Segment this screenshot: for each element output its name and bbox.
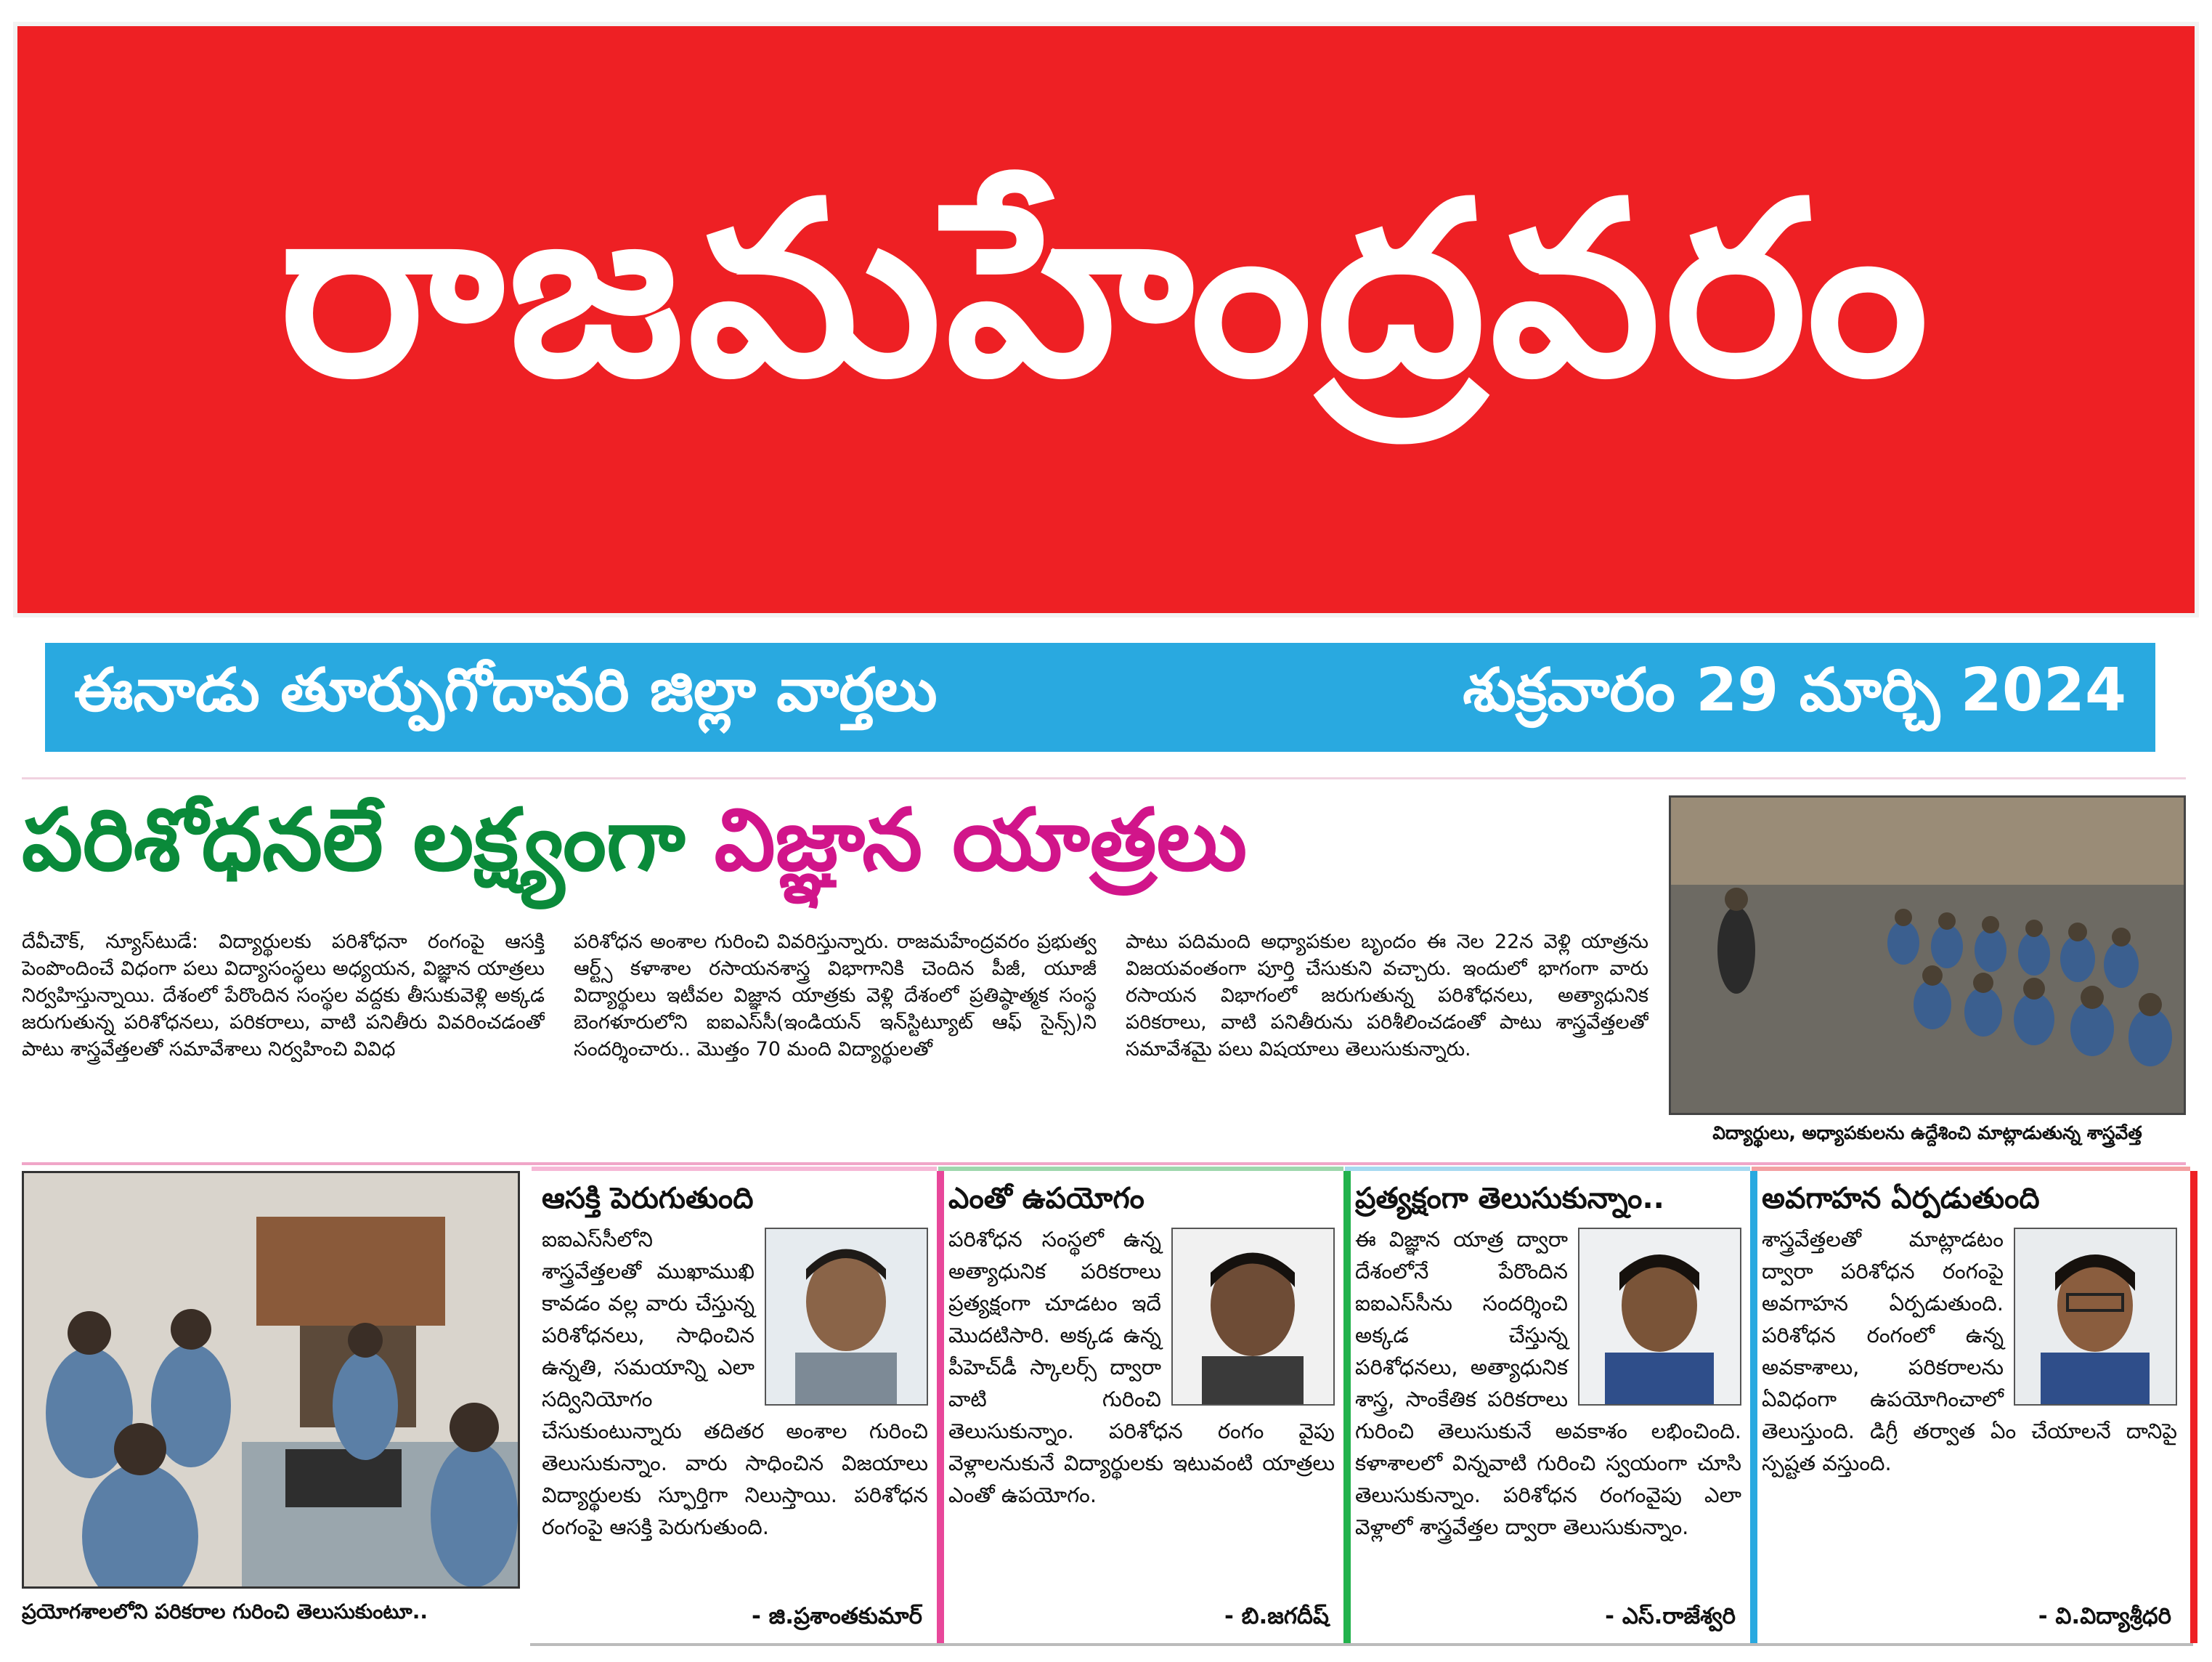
article-column-2: పరిశోధన అంశాల గురించి వివరిస్తున్నారు. రాజమహేంద్రవరం ప్రభుత్వ ఆర్ట్స్ కళాశాల రసాయనశాస్త్ర విభాగానికి చెందిన పీజీ, యూజీ విద్యార్థులు ఇటీవల విజ్ఞాన యాత్రకు వెళ్లి దేశంలో ప్రతిష్ఠాత్మక సంస్థ బెంగళూరులోని ఐఐఎస్‌సీ(ఇండియన్ ఇన్‌స్టిట్యూట్ ఆఫ్ సైన్స్)ని సందర్శించారు.. మొత్తం 70 మంది విద్యార్థులతో: [574, 931, 1097, 1061]
quote-title: అవగాహన ఏర్పడుతుంది: [1762, 1182, 2040, 1215]
quote-4-sidebar: [2190, 1171, 2197, 1643]
student-quote-1: [532, 1171, 938, 1643]
bottom-divider: [530, 1643, 2193, 1646]
masthead-title: రాజమహేంద్రవరం: [279, 150, 1933, 429]
headline-part-2: విజ్ఞాన యాత్రలు: [714, 789, 1248, 890]
edition-date: శుక్రవారం 29 మార్చి 2024: [1463, 655, 2126, 725]
quote-byline: - జి.ప్రశాంతకుమార్: [751, 1603, 922, 1629]
section-divider: [22, 1162, 2186, 1165]
student-quote-2: [938, 1171, 1345, 1643]
quote-byline: - ఎస్.రాజేశ్వరి: [1605, 1603, 1736, 1629]
quote-text: ఈ విజ్ఞాన యాత్ర ద్వారా దేశంలోనే పేరొందిన ఐఐఎస్‌సీను సందర్శించి అక్కడ చేస్తున్న పరిశోధనలు, అత్యాధునిక శాస్త్ర, సాంకేతిక పరికరాలు గురించి తెలుసుకునే అవకాశం లభించింది. కళాశాలలో విన్నవాటి గురించి స్వయంగా చూసి తెలుసుకున్నాం. పరిశోధన రంగంవైపు ఎలా వెళ్లాలో శాస్త్రవేత్తల ద్వారా తెలుసుకున్నాం.: [1355, 1227, 1741, 1539]
top-divider: [22, 777, 2186, 779]
student-portrait-4: [2014, 1228, 2177, 1406]
quote-title: ఆసక్తి పెరుగుతుంది: [542, 1182, 754, 1215]
student-quote-3: [1345, 1171, 1752, 1643]
lab-photo: [22, 1171, 520, 1589]
auditorium-photo-caption: విద్యార్థులు, అధ్యాపకులను ఉద్దేశించి మాట్లాడుతున్న శాస్త్రవేత్త: [1712, 1122, 2142, 1143]
article-column-1: దేవీచౌక్, న్యూస్‌టుడే: విద్యార్థులకు పరిశోధనా రంగంపై ఆసక్తి పెంపొందించే విధంగా పలు విద్యాసంస్థలు అధ్యయన, విజ్ఞాన యాత్రలు నిర్వహిస్తున్నాయి. దేశంలో పేరొందిన సంస్థల వద్దకు తీసుకువెళ్లి అక్కడ జరుగుతున్న పరిశోధనలు, పరికరాలు, వాటి పనితీరు వివరించడంతో పాటు శాస్త్రవేత్తలతో సమావేశాలు నిర్వహించి వివిధ: [22, 931, 545, 1061]
quote-byline: - వి.విద్యాశ్రీధరి: [2038, 1603, 2171, 1629]
subheader-bar: [45, 643, 2155, 752]
quote-title: ప్రత్యక్షంగా తెలుసుకున్నాం..: [1355, 1182, 1664, 1215]
quote-text: పరిశోధన సంస్థలో ఉన్న అత్యాధునిక పరికరాలు ప్రత్యక్షంగా చూడటం ఇదే మొదటిసారి. అక్కడ ఉన్న పీహెచ్‌డీ స్కాలర్స్ ద్వారా వాటి గురించి తెలుసుకున్నాం. పరిశోధన రంగం వైపు వెళ్లాలనుకునే విద్యార్థులకు ఇటువంటి యాత్రలు ఎంతో ఉపయోగం.: [948, 1227, 1335, 1507]
article-column-3: పాటు పదిమంది అధ్యాపకుల బృందం ఈ నెల 22న వెళ్లి యాత్రను విజయవంతంగా పూర్తి చేసుకుని వచ్చారు. ఇందులో భాగంగా వారు రసాయన విభాగంలో జరుగుతున్న పరిశోధనలు, అత్యాధునిక పరికరాలు, వాటి పనితీరును పరిశీలించడంతో పాటు శాస్త్రవేత్తలతో సమావేశమై పలు విషయాలు తెలుసుకున్నారు.: [1126, 931, 1648, 1061]
quote-title: ఎంతో ఉపయోగం: [948, 1182, 1144, 1215]
student-portrait-2: [1171, 1228, 1335, 1406]
edition-name: ఈనాడు తూర్పుగోదావరి జిల్లా వార్తలు: [74, 655, 938, 725]
headline-part-1: పరిశోధనలే లక్ష్యంగా: [22, 789, 686, 890]
article-headline: [22, 788, 1663, 912]
masthead: [13, 22, 2199, 617]
lab-photo-caption: ప్రయోగశాలలోని పరికరాల గురించి తెలుసుకుంటూ..: [22, 1600, 428, 1624]
quote-byline: - బి.జగదీష్: [1224, 1603, 1329, 1629]
auditorium-photo: [1669, 795, 2186, 1115]
student-portrait-1: [765, 1228, 928, 1406]
student-quote-4: [1752, 1171, 2187, 1643]
quote-text: శాస్త్రవేత్తలతో మాట్లాడటం ద్వారా పరిశోధన రంగంపై అవగాహన ఏర్పడుతుంది. పరిశోధన రంగంలో ఉన్న అవకాశాలు, పరికరాలను ఏవిధంగా ఉపయోగించాలో తెలుస్తుంది. డిగ్రీ తర్వాత ఏం చేయాలనే దానిపై స్పష్టత వస్తుంది.: [1762, 1227, 2177, 1475]
student-portrait-3: [1578, 1228, 1741, 1406]
quote-text: ఐఐఎస్‌సీలోని శాస్త్రవేత్తలతో ముఖాముఖి కావడం వల్ల వారు చేస్తున్న పరిశోధనలు, సాధించిన ఉన్నతి, సమయాన్ని ఎలా సద్వినియోగం చేసుకుంటున్నారు తదితర అంశాల గురించి తెలుసుకున్నాం. వారు సాధించిన విజయాలు విద్యార్థులకు స్ఫూర్తిగా నిలుస్తాయి. పరిశోధన రంగంపై ఆసక్తి పెరుగుతుంది.: [542, 1227, 928, 1539]
